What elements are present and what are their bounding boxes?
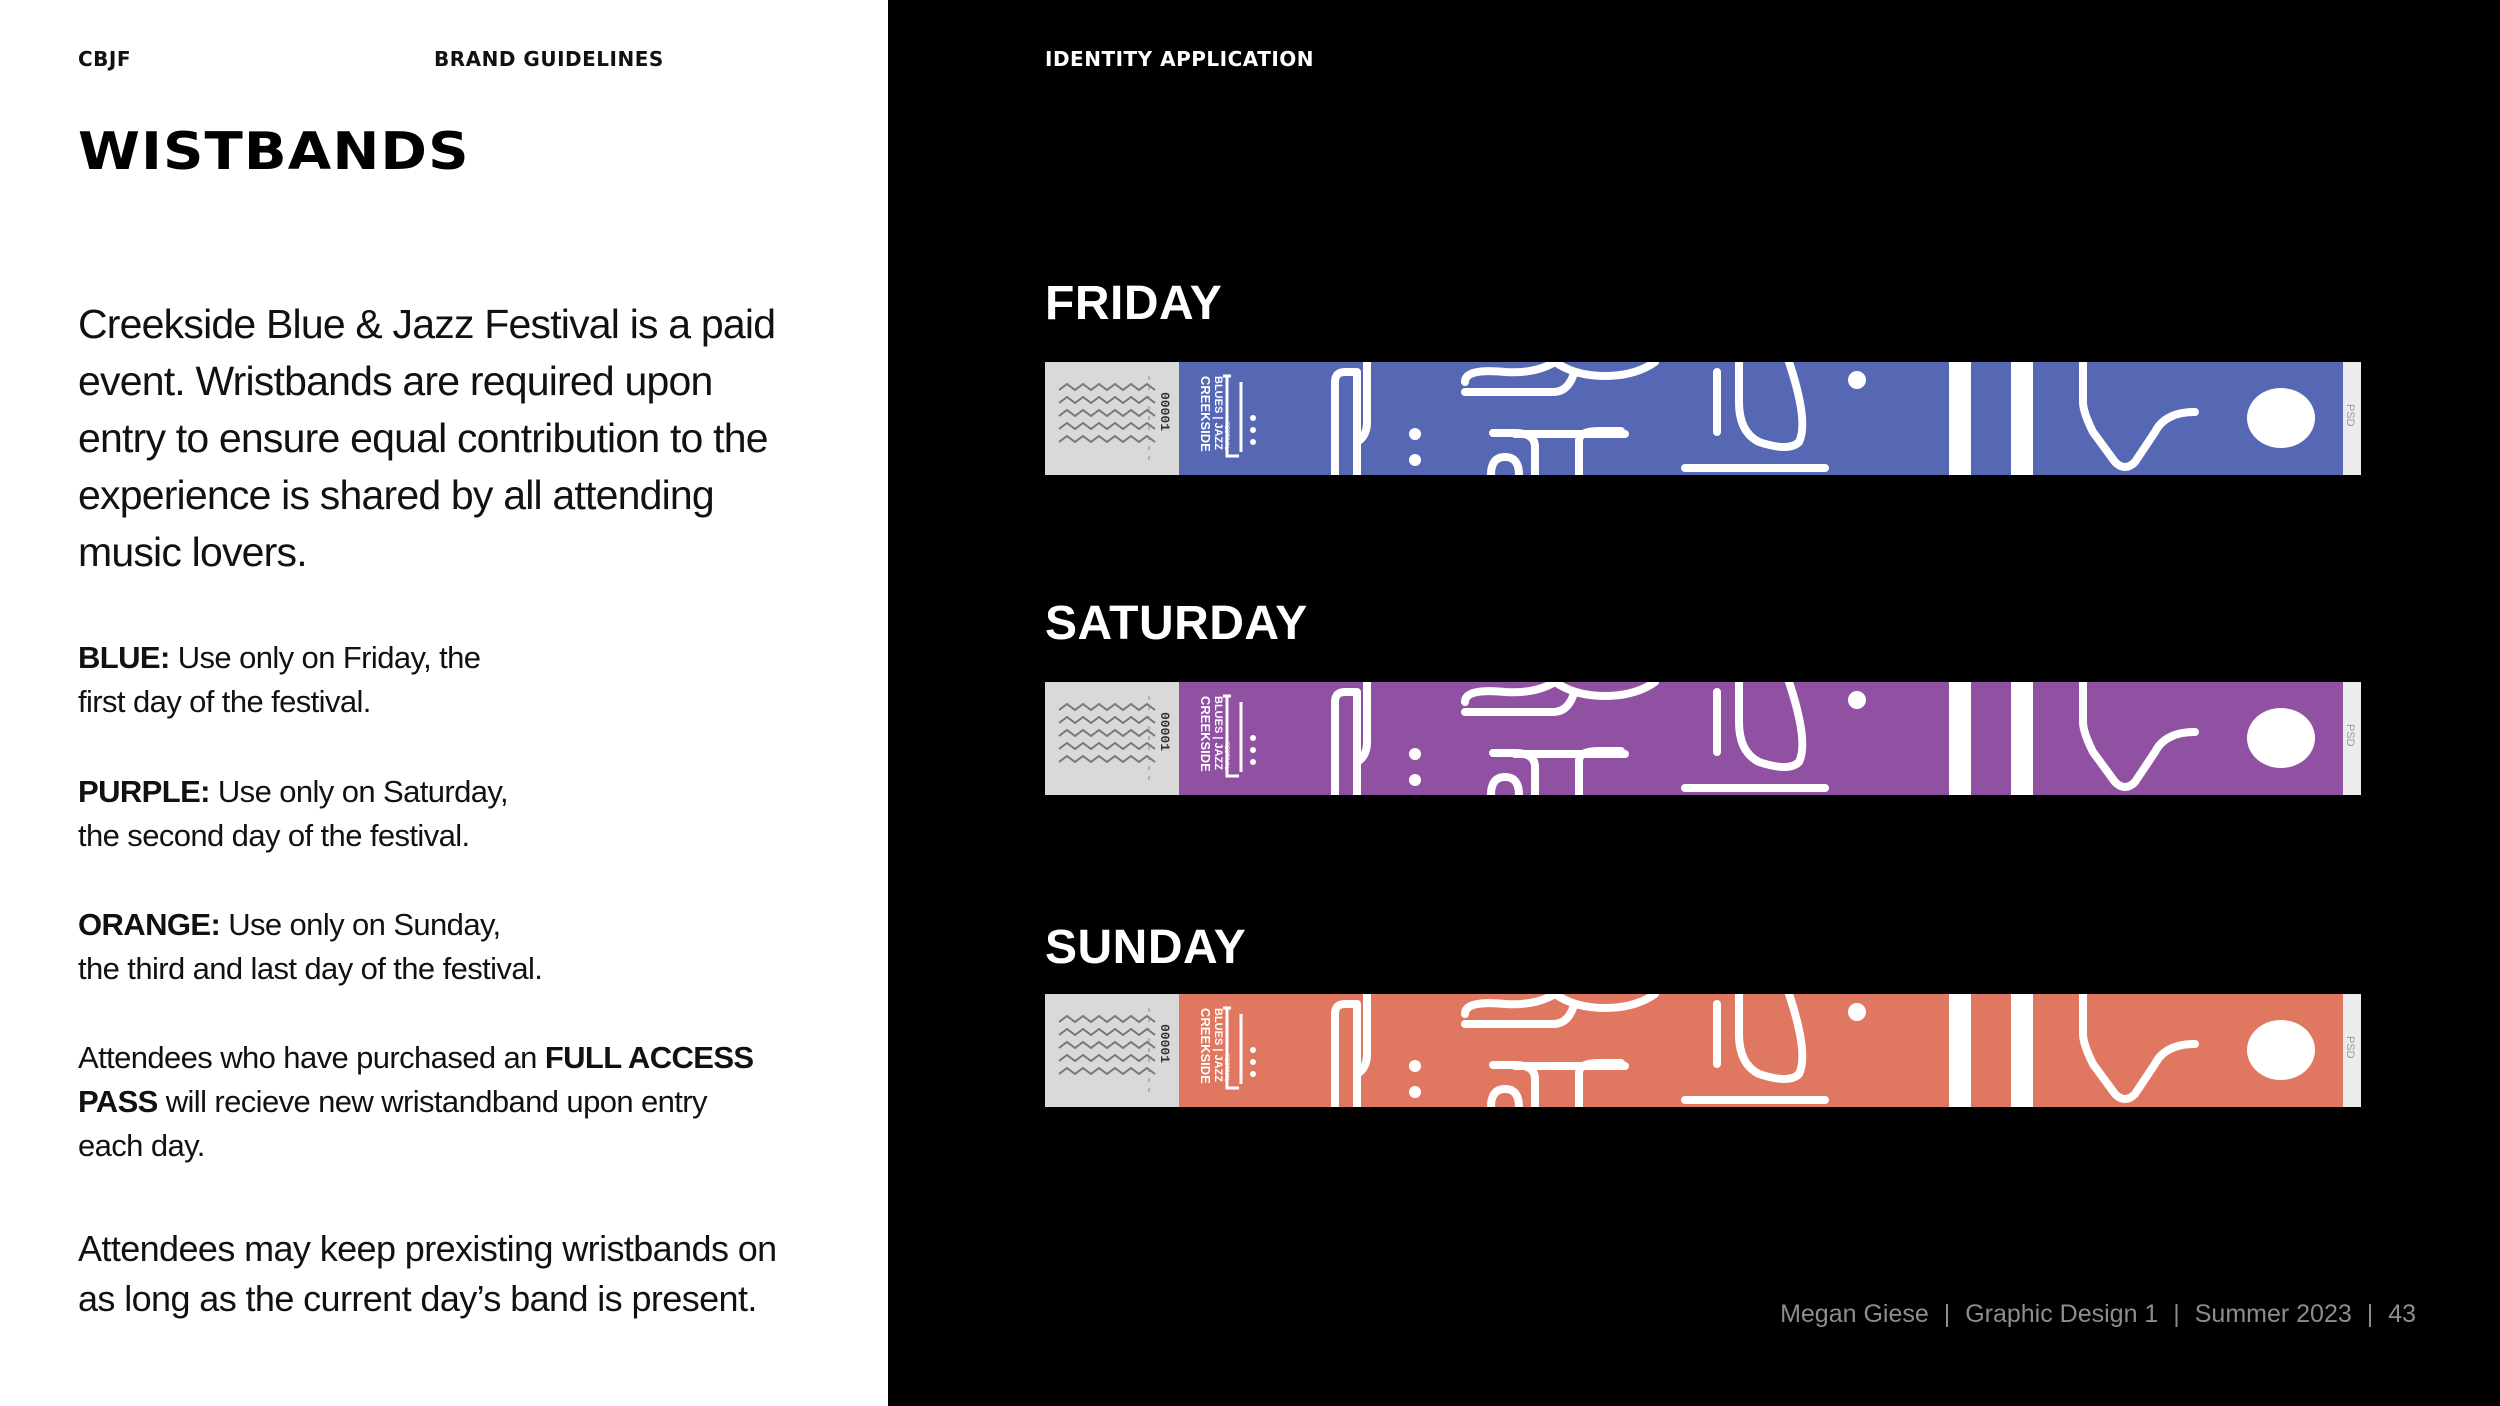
brand-line-3: FESTIVAL [1223, 742, 1229, 770]
footer-sep: | [1943, 1300, 1951, 1328]
art-bar [2011, 682, 2033, 795]
wristband-art [1045, 682, 2361, 795]
serial-number: 00001 [1157, 1024, 1172, 1064]
logo-dot [1250, 735, 1256, 741]
wristband-art [1045, 362, 2361, 475]
art-dot [1409, 1086, 1421, 1098]
rule-blue-text: Use only on Friday, the [169, 640, 481, 675]
art-dot [1848, 371, 1866, 389]
footer-sep: | [2366, 1300, 2374, 1328]
footer [1776, 1300, 2420, 1329]
section-label: BRAND GUIDELINES [434, 47, 664, 71]
logo-dot [1250, 439, 1256, 445]
logo-dot [1250, 1071, 1256, 1077]
day-label-friday: FRIDAY [1045, 277, 1223, 330]
art-bar [2011, 362, 2033, 475]
art-dot-large [2247, 708, 2315, 768]
brand-line-3: FESTIVAL [1223, 422, 1229, 450]
rule-purple-label: PURPLE: [78, 774, 210, 809]
brand-line-1: CREEKSIDE [1198, 1008, 1213, 1084]
serial-number: 00001 [1157, 712, 1172, 752]
wristband-art [1045, 994, 2361, 1107]
rule-purple [78, 770, 778, 858]
footer-term: Summer 2023 [2194, 1300, 2352, 1328]
wristband-graphic [1045, 362, 2361, 475]
art-bar [1949, 682, 1971, 795]
wristband-friday [1045, 362, 2361, 475]
stub-code: PSD [2344, 724, 2356, 747]
footer-sep: | [2173, 1300, 2180, 1328]
rule-orange [78, 903, 778, 991]
brand-line-1: CREEKSIDE [1198, 376, 1213, 452]
wristband-graphic [1045, 994, 2361, 1107]
logo-dot [1250, 747, 1256, 753]
logo-dot [1250, 427, 1256, 433]
wristband-saturday [1045, 682, 2361, 795]
intro-paragraph: Creekside Blue & Jazz Festival is a paid event. Wristbands are required upon entry to ensure equal contribution to the experience is shared by all attending music lovers. [78, 301, 776, 575]
full-access-pre: Attendees who have purchased an [78, 1040, 545, 1075]
left-panel [0, 0, 888, 1406]
logo-dot [1250, 415, 1256, 421]
footer-page: 43 [2388, 1300, 2416, 1328]
page-title: WISTBANDS [78, 122, 470, 182]
full-access-note [78, 1036, 778, 1168]
wristband-graphic [1045, 682, 2361, 795]
full-access-post-2: each day. [78, 1128, 205, 1163]
art-dot [1409, 454, 1421, 466]
stub-code: PSD [2344, 404, 2356, 427]
rule-purple-text-2: the second day of the festival. [78, 818, 470, 853]
footer-course: Graphic Design 1 [1965, 1300, 2159, 1328]
art-dot-large [2247, 1020, 2315, 1080]
brand-line-2: BLUES | JAZZ [1212, 1008, 1224, 1082]
brand-line-1: CREEKSIDE [1198, 696, 1213, 772]
application-label: IDENTITY APPLICATION [1045, 47, 1315, 71]
full-access-bold-2: PASS [78, 1084, 158, 1119]
art-dot [1848, 1003, 1866, 1021]
logo-dot [1250, 759, 1256, 765]
art-bar [1949, 994, 1971, 1107]
logo-dot [1250, 1059, 1256, 1065]
art-dot-large [2247, 388, 2315, 448]
org-tag: CBJF [78, 47, 132, 71]
art-bar [1949, 362, 1971, 475]
art-bar [2011, 994, 2033, 1107]
day-label-sunday: SUNDAY [1045, 921, 1247, 974]
full-access-bold-1: FULL ACCESS [544, 1040, 754, 1075]
rule-blue-text-2: first day of the festival. [78, 684, 371, 719]
rule-orange-label: ORANGE: [78, 907, 221, 942]
footer-author: Megan Giese [1780, 1300, 1929, 1328]
day-label-saturday: SATURDAY [1045, 597, 1308, 650]
brand-line-2: BLUES | JAZZ [1212, 376, 1224, 450]
stub-code: PSD [2344, 1036, 2356, 1059]
logo-dot [1250, 1047, 1256, 1053]
rule-blue [78, 636, 778, 724]
serial-number: 00001 [1157, 392, 1172, 432]
art-dot [1409, 774, 1421, 786]
full-access-post: will recieve new wristandband upon entry [157, 1084, 707, 1119]
rule-orange-text-2: the third and last day of the festival. [78, 951, 543, 986]
art-dot [1409, 748, 1421, 760]
rule-orange-text: Use only on Sunday, [220, 907, 501, 942]
brand-line-2: BLUES | JAZZ [1212, 696, 1224, 770]
wristband-sunday [1045, 994, 2361, 1107]
brand-line-3: FESTIVAL [1223, 1054, 1229, 1082]
art-dot [1409, 428, 1421, 440]
art-dot [1848, 691, 1866, 709]
closing-paragraph: Attendees may keep prexisting wristbands on as long as the current day’s band is present. [78, 1228, 777, 1319]
art-dot [1409, 1060, 1421, 1072]
rule-blue-label: BLUE: [78, 640, 170, 675]
rule-purple-text: Use only on Saturday, [209, 774, 508, 809]
